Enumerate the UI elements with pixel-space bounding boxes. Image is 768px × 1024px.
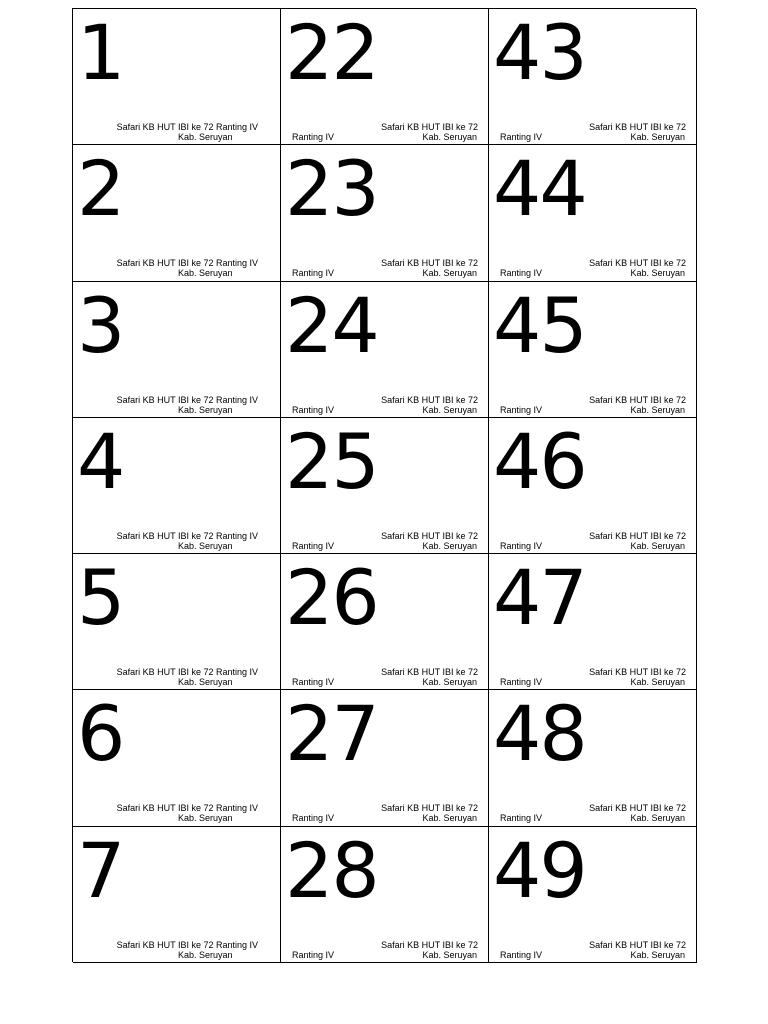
number-card <box>281 554 489 690</box>
card-caption-line1: Safari KB HUT IBI ke 72 Ranting IV <box>116 939 258 950</box>
card-caption-kabupaten: Kab. Seruyan <box>422 677 477 688</box>
card-number: 7 <box>77 826 124 915</box>
card-caption-ranting: Ranting IV <box>500 540 543 551</box>
number-card <box>73 554 281 690</box>
card-caption-kabupaten: Kab. Seruyan <box>422 132 477 142</box>
number-card <box>281 9 489 145</box>
card-caption-ranting: Ranting IV <box>500 404 543 415</box>
card-number: 27 <box>285 690 378 779</box>
card-number: 5 <box>77 554 124 643</box>
card-caption-kabupaten: Kab. Seruyan <box>178 949 233 960</box>
number-card <box>281 145 489 281</box>
card-number: 6 <box>77 690 124 779</box>
number-card <box>73 282 281 418</box>
card-caption-ranting: Ranting IV <box>292 677 335 688</box>
card-caption-ranting: Ranting IV <box>292 132 335 142</box>
card-caption-line1: Safari KB HUT IBI ke 72 <box>381 394 478 405</box>
card-caption-ranting: Ranting IV <box>500 268 543 279</box>
card-number: 3 <box>77 281 124 370</box>
card-caption-kabupaten: Kab. Seruyan <box>178 813 233 824</box>
card-caption-kabupaten: Kab. Seruyan <box>630 813 685 824</box>
card-caption-kabupaten: Kab. Seruyan <box>422 268 477 279</box>
card-caption-kabupaten: Kab. Seruyan <box>178 404 233 415</box>
card-caption-kabupaten: Kab. Seruyan <box>630 540 685 551</box>
card-caption-ranting: Ranting IV <box>500 949 543 960</box>
card-caption-line1: Safari KB HUT IBI ke 72 Ranting IV <box>116 803 258 814</box>
card-caption-line1: Safari KB HUT IBI ke 72 <box>381 122 478 132</box>
card-number: 4 <box>77 417 124 506</box>
card-caption-ranting: Ranting IV <box>292 949 335 960</box>
card-caption-line1: Safari KB HUT IBI ke 72 <box>381 530 478 541</box>
card-caption-line1: Safari KB HUT IBI ke 72 <box>589 530 686 541</box>
card-caption-kabupaten: Kab. Seruyan <box>178 677 233 688</box>
number-card <box>281 418 489 554</box>
card-caption-kabupaten: Kab. Seruyan <box>630 268 685 279</box>
card-caption-line1: Safari KB HUT IBI ke 72 <box>381 803 478 814</box>
card-number: 28 <box>285 826 378 915</box>
card-number: 23 <box>285 145 378 234</box>
card-caption-line1: Safari KB HUT IBI ke 72 Ranting IV <box>116 122 258 132</box>
card-number: 49 <box>493 826 586 915</box>
card-caption-line1: Safari KB HUT IBI ke 72 <box>589 394 686 405</box>
card-number: 25 <box>285 417 378 506</box>
number-card <box>281 690 489 826</box>
card-number: 47 <box>493 554 586 643</box>
card-caption-kabupaten: Kab. Seruyan <box>422 404 477 415</box>
number-card <box>489 690 697 826</box>
number-card <box>73 690 281 826</box>
card-caption-line1: Safari KB HUT IBI ke 72 <box>589 803 686 814</box>
card-caption-ranting: Ranting IV <box>292 268 335 279</box>
number-card <box>489 282 697 418</box>
number-card <box>73 9 281 145</box>
card-caption-line1: Safari KB HUT IBI ke 72 <box>381 939 478 950</box>
card-caption-line1: Safari KB HUT IBI ke 72 Ranting IV <box>116 258 258 269</box>
number-card <box>489 554 697 690</box>
card-caption-kabupaten: Kab. Seruyan <box>630 132 685 142</box>
number-card <box>281 827 489 963</box>
card-caption-kabupaten: Kab. Seruyan <box>630 404 685 415</box>
card-caption-line1: Safari KB HUT IBI ke 72 <box>589 939 686 950</box>
card-number: 46 <box>493 417 586 506</box>
card-caption-kabupaten: Kab. Seruyan <box>422 813 477 824</box>
card-caption-ranting: Ranting IV <box>500 677 543 688</box>
card-number: 45 <box>493 281 586 370</box>
card-number: 2 <box>77 145 124 234</box>
number-card <box>489 827 697 963</box>
card-caption-kabupaten: Kab. Seruyan <box>422 949 477 960</box>
card-caption-kabupaten: Kab. Seruyan <box>178 132 233 142</box>
card-caption-ranting: Ranting IV <box>500 813 543 824</box>
card-number: 43 <box>493 9 586 97</box>
card-caption-line1: Safari KB HUT IBI ke 72 Ranting IV <box>116 394 258 405</box>
card-caption-kabupaten: Kab. Seruyan <box>630 677 685 688</box>
number-card <box>489 145 697 281</box>
card-caption-line1: Safari KB HUT IBI ke 72 <box>589 667 686 678</box>
card-caption-ranting: Ranting IV <box>292 540 335 551</box>
number-card <box>489 9 697 145</box>
number-card <box>281 282 489 418</box>
card-caption-kabupaten: Kab. Seruyan <box>178 268 233 279</box>
card-caption-line1: Safari KB HUT IBI ke 72 <box>589 258 686 269</box>
card-number: 1 <box>77 9 124 97</box>
card-caption-line1: Safari KB HUT IBI ke 72 <box>381 667 478 678</box>
card-caption-ranting: Ranting IV <box>500 132 543 142</box>
card-caption-line1: Safari KB HUT IBI ke 72 <box>589 122 686 132</box>
card-caption-ranting: Ranting IV <box>292 404 335 415</box>
number-card-grid <box>72 8 696 962</box>
card-caption-kabupaten: Kab. Seruyan <box>178 540 233 551</box>
card-number: 48 <box>493 690 586 779</box>
card-caption-kabupaten: Kab. Seruyan <box>630 949 685 960</box>
card-number: 26 <box>285 554 378 643</box>
number-card <box>73 145 281 281</box>
card-number: 22 <box>285 9 378 97</box>
card-caption-kabupaten: Kab. Seruyan <box>422 540 477 551</box>
card-caption-ranting: Ranting IV <box>292 813 335 824</box>
card-number: 24 <box>285 281 378 370</box>
number-card <box>73 827 281 963</box>
number-card <box>73 418 281 554</box>
card-caption-line1: Safari KB HUT IBI ke 72 Ranting IV <box>116 530 258 541</box>
card-caption-line1: Safari KB HUT IBI ke 72 Ranting IV <box>116 667 258 678</box>
card-caption-line1: Safari KB HUT IBI ke 72 <box>381 258 478 269</box>
number-card <box>489 418 697 554</box>
card-number: 44 <box>493 145 586 234</box>
